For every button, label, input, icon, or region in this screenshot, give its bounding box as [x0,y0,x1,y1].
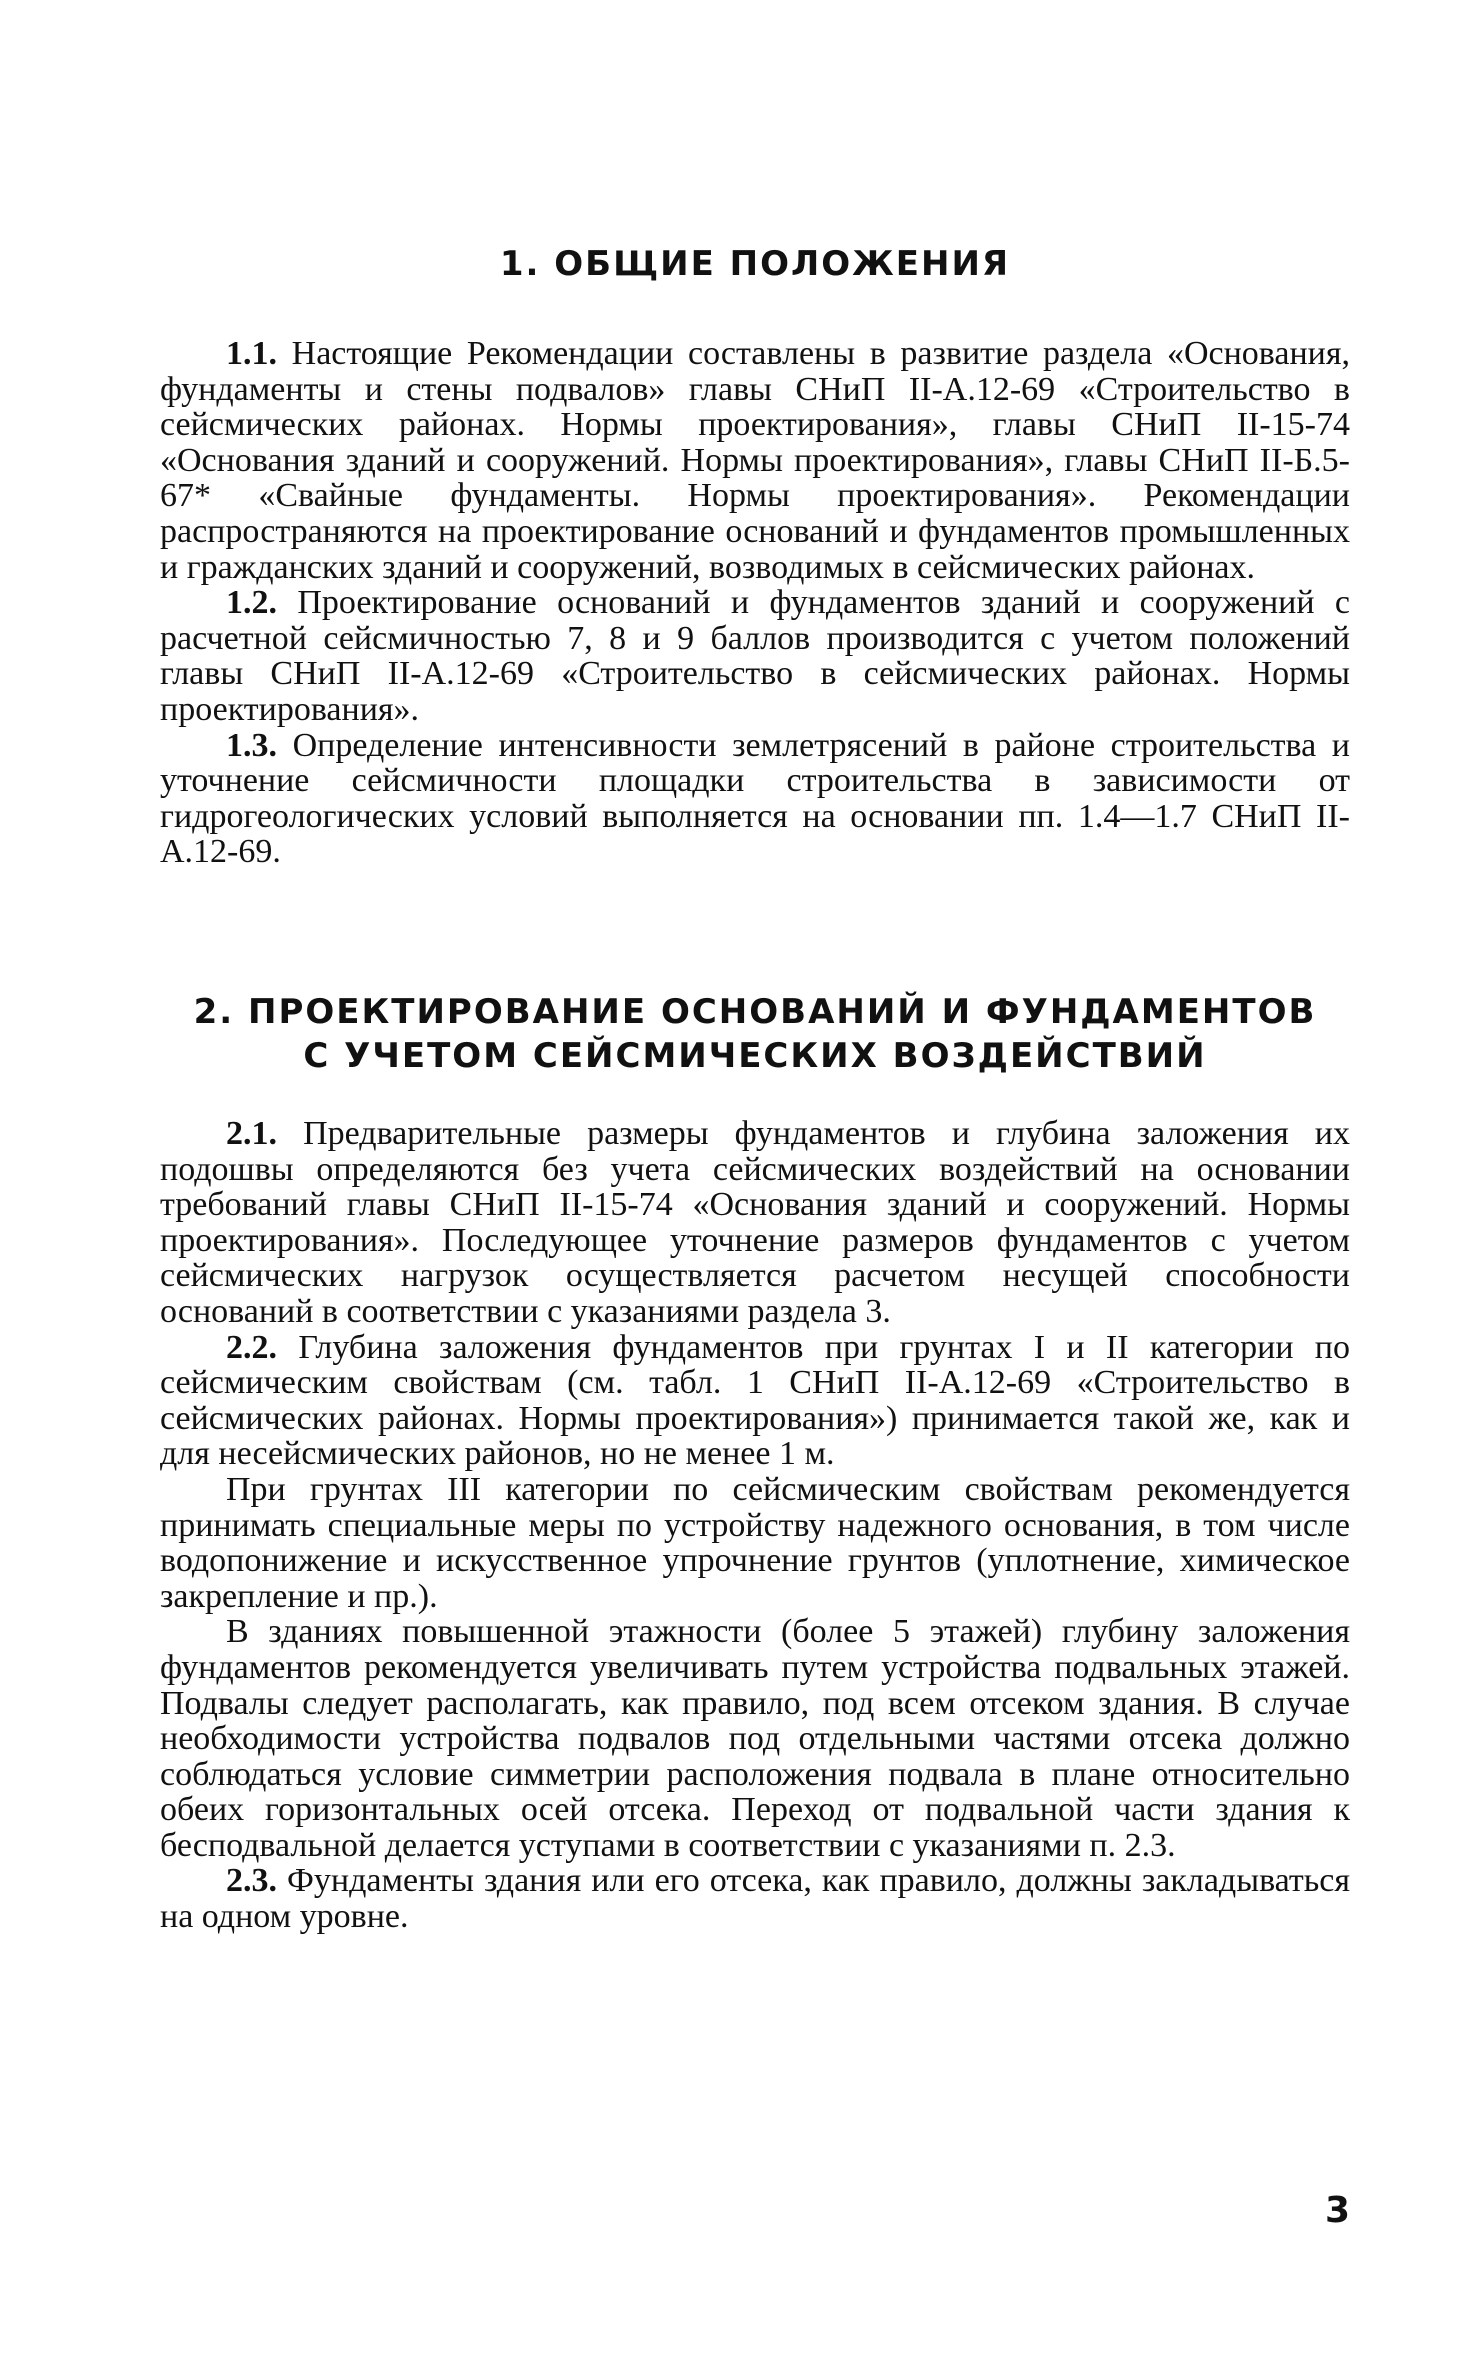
section-1-heading: 1. ОБЩИЕ ПОЛОЖЕНИЯ [499,244,1011,284]
paragraph-text: Определение интенсивности землетрясений в районе строительства и уточнение сейсмичности площадки строительства в зависимости от гидрогеологических условий выполняется на основании пп. 1.4—1.7 СНиП II-А.12-69. [160,726,1350,871]
paragraph-number: 2.2. [226,1328,277,1366]
paragraph-2-2 [160,1330,1350,1472]
paragraph-text: В зданиях повышенной этажности (более 5 этажей) глубину заложения фундаментов рекомендуется увеличивать путем устройства подвальных этажей. Подвалы следует располагать, как правило, под всем отсеком здания. В случае необходимости устройства подвалов под отдельными частями отсека должно соблюдаться условие симметрии расположения подвала в плане относительно обеих горизонтальных осей отсека. Переход от подвальной части здания к бесподвальной делается уступами в соответствии с указаниями п. 2.3. [160,1613,1350,1864]
paragraph-2-2-high-rise [160,1614,1350,1863]
section-2-body [160,1116,1350,1935]
paragraph-1-2 [160,585,1350,727]
paragraph-1-1 [160,336,1350,585]
paragraph-2-2-continued [160,1472,1350,1614]
page-number: 3 [1324,2190,1350,2231]
paragraph-text: Глубина заложения фундаментов при грунтах I и II категории по сейсмическим свойствам (см. табл. 1 СНиП II-А.12-69 «Строительство в сейсмических районах. Нормы проектирования») принимается такой же, как и для несейсмических районов, но не менее 1 м. [160,1328,1351,1473]
section-2-heading-line-2: С УЧЕТОМ СЕЙСМИЧЕСКИХ ВОЗДЕЙСТВИЙ [303,1036,1207,1076]
section-1-body [160,336,1350,870]
paragraph-text: Предварительные размеры фундаментов и глубина заложения их подошвы определяются без учета сейсмических воздействий на основании требований главы СНиП II-15-74 «Основания зданий и сооружений. Нормы проектирования». Последующее уточнение размеров фундаментов с учетом сейсмических нагрузок осуществляется расчетом несущей способности оснований в соответствии с указаниями раздела 3. [160,1115,1350,1330]
section-2-heading-line-1: 2. ПРОЕКТИРОВАНИЕ ОСНОВАНИЙ И ФУНДАМЕНТОВ [193,992,1317,1032]
paragraph-number: 1.2. [226,584,277,622]
paragraph-number: 1.1. [226,335,277,372]
paragraph-text: Фундаменты здания или его отсека, как правило, должны закладываться на одном уровне. [160,1862,1350,1936]
paragraph-number: 2.1. [226,1115,277,1152]
document-page [160,0,1350,2362]
paragraph-text: Проектирование оснований и фундаментов зданий и сооружений с расчетной сейсмичностью 7, 8 и 9 баллов производится с учетом положений главы СНиП II-А.12-69 «Строительство в сейсмических районах. Нормы проектирования». [160,584,1350,728]
paragraph-1-3 [160,728,1350,870]
paragraph-2-3 [160,1863,1350,1934]
paragraph-text: При грунтах III категории по сейсмическим свойствам рекомендуется принимать специальные меры по устройству надежного основания, в том числе водопонижение и искусственное упрочнение грунтов (уплотнение, химическое закрепление и пр.). [160,1470,1350,1615]
paragraph-number: 2.3. [226,1862,277,1900]
paragraph-text: Настоящие Рекомендации составлены в развитие раздела «Основания, фундаменты и стены подвалов» главы СНиП II-А.12-69 «Строительство в сейсмических районах. Нормы проектирования», главы СНиП II-15-74 «Основания зданий и сооружений. Нормы проектирования», главы СНиП II-Б.5-67* «Свайные фундаменты. Нормы проектирования». Рекомендации распространяются на проектирование оснований и фундаментов промышленных и гражданских зданий и сооружений, возводимых в сейсмических районах. [160,335,1351,586]
section-2-heading [160,990,1350,1078]
paragraph-2-1 [160,1116,1350,1330]
paragraph-number: 1.3. [226,726,277,764]
